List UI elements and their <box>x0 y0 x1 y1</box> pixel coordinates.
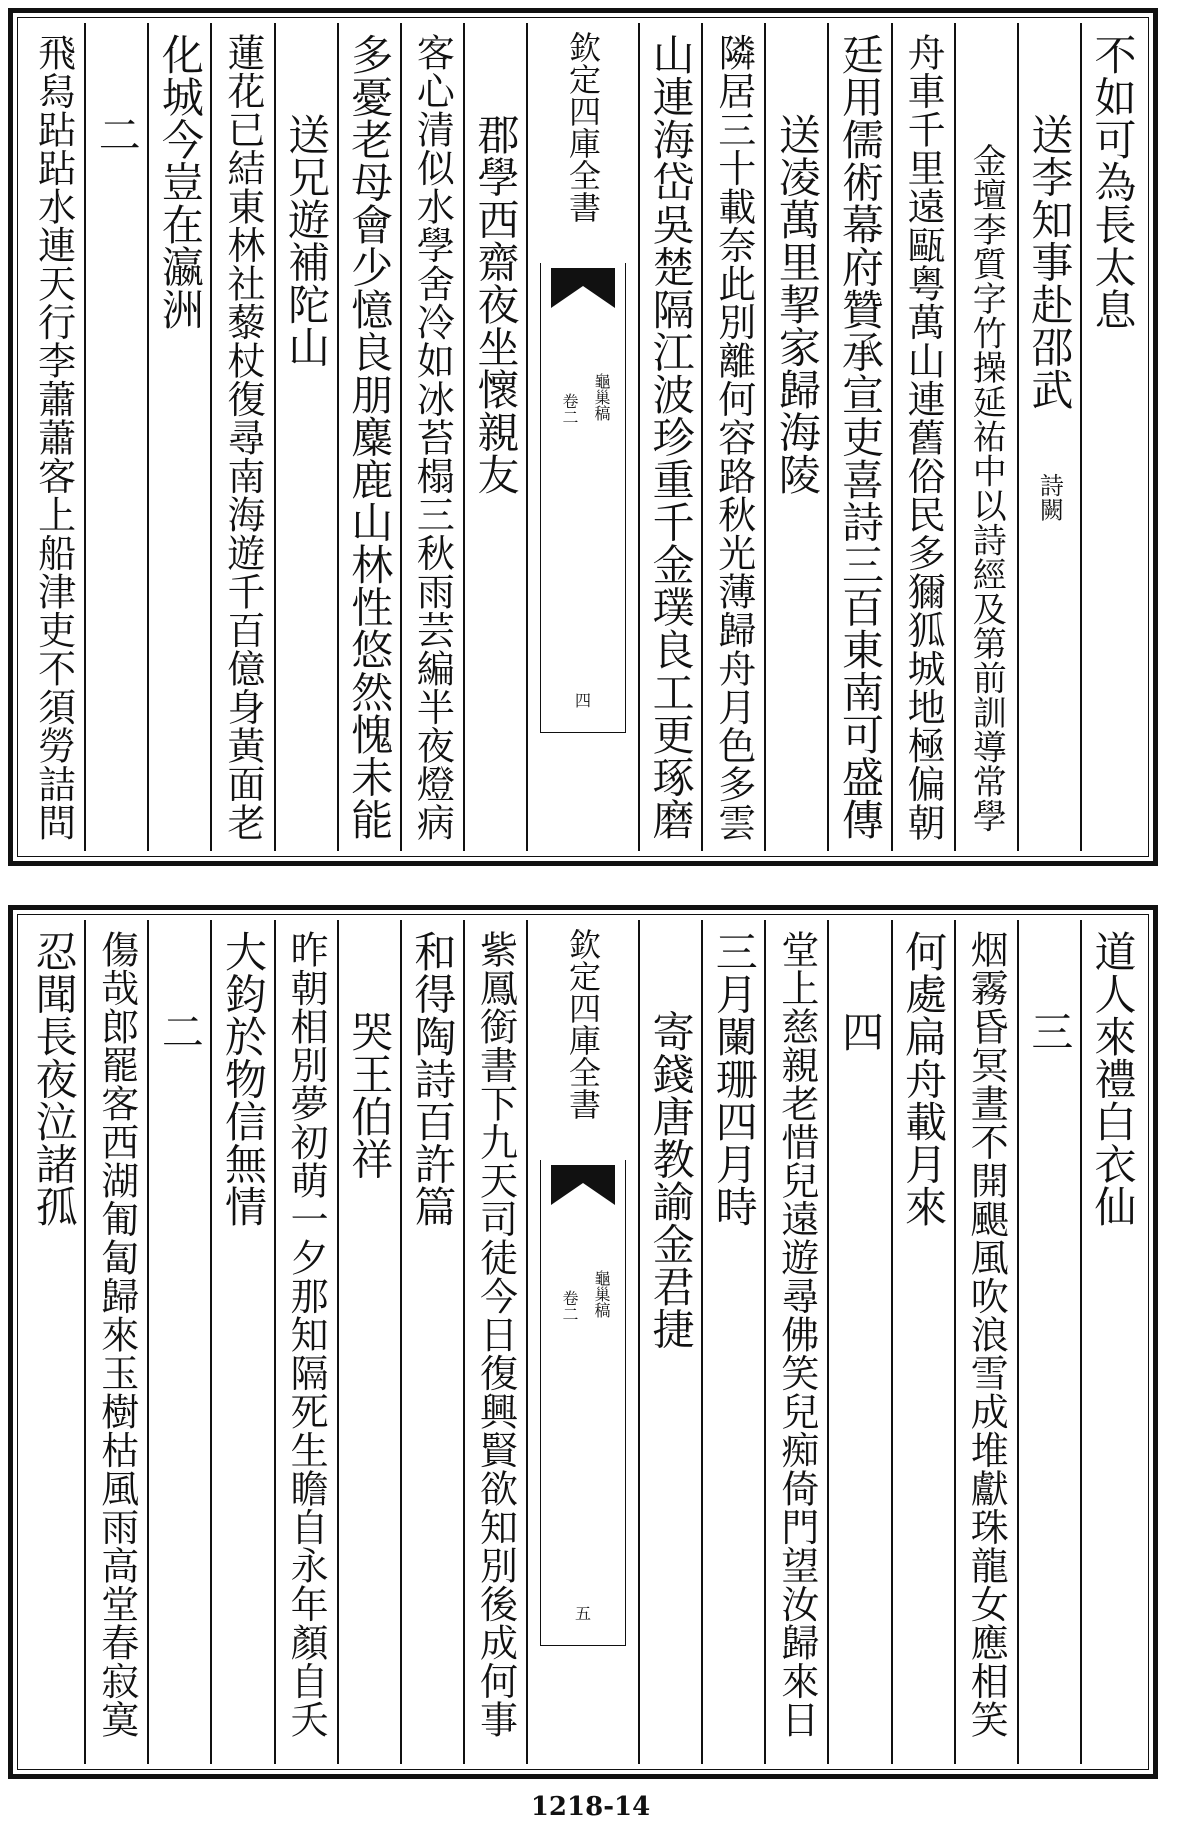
book-title: 欽定四庫全書 <box>564 31 602 223</box>
column-text: 多憂老母會少憶良朋麋鹿山林性悠然愧未能 <box>345 33 395 841</box>
column-text: 哭王伯祥 <box>345 1010 395 1180</box>
text-column <box>212 23 275 851</box>
text-column <box>956 920 1019 1764</box>
column-text: 廷用儒術幕府贊承宣吏喜詩三百東南可盛傳 <box>835 33 885 841</box>
column-text: 何處扁舟載月來 <box>899 930 949 1228</box>
text-column <box>149 23 212 851</box>
column-text: 蓮花已結東林社藜杖復尋南海遊千百億身黃面老 <box>220 33 265 842</box>
center-fold-column <box>528 920 640 1764</box>
text-column <box>893 920 956 1764</box>
text-column <box>703 920 766 1764</box>
column-text: 送李知事赴邵武 <box>1025 113 1075 411</box>
volume-label: 卷二 <box>560 1290 579 1322</box>
column-text: 紫鳳銜書下九天司徒今日復興賢欲知別後成何事 <box>473 930 518 1739</box>
text-column <box>465 920 528 1764</box>
bottom-page <box>8 905 1158 1779</box>
fold-bottom-line <box>540 732 626 733</box>
text-column <box>23 23 86 851</box>
text-column <box>1082 23 1143 851</box>
column-text: 郡學西齋夜坐懷親友 <box>471 113 521 496</box>
book-title: 欽定四庫全書 <box>564 928 602 1120</box>
text-column <box>1082 920 1143 1764</box>
column-text: 舟車千里遠甌粤萬山連舊俗民多獮狐城地極偏朝 <box>901 33 946 842</box>
column-text: 不如可為長太息 <box>1088 33 1138 331</box>
text-column <box>86 23 149 851</box>
text-column <box>766 23 829 851</box>
column-text: 大鈞於物信無情 <box>218 930 268 1228</box>
text-column <box>23 920 86 1764</box>
column-text: 飛舄跕跕水連天行李蕭蕭客上船津吏不須勞詰問 <box>31 33 76 842</box>
leaf-number: 四 <box>574 691 592 710</box>
page-number: 1218-14 <box>530 1792 651 1822</box>
fold-lines <box>540 263 626 733</box>
text-column <box>149 920 212 1764</box>
column-text: 隣居三十載奈此別離何容路秋光薄歸舟月色多雲 <box>711 33 756 842</box>
column-text: 堂上慈親老惜兒遠遊尋佛笑兒痴倚門望汝歸來日 <box>774 930 819 1739</box>
text-column <box>766 920 829 1764</box>
text-column <box>402 920 465 1764</box>
book-subtitle: 龜巢稿 <box>592 373 611 421</box>
column-text: 寄錢唐教諭金君捷 <box>646 1010 696 1350</box>
fold-lines <box>540 1160 626 1646</box>
center-fold-column <box>528 23 640 851</box>
book-subtitle: 龜巢稿 <box>592 1270 611 1318</box>
column-text: 和得陶詩百許篇 <box>408 930 458 1228</box>
column-text: 送兄遊補陀山 <box>282 113 332 368</box>
text-column <box>956 23 1019 851</box>
column-text: 道人來禮白衣仙 <box>1088 930 1138 1228</box>
column-text: 忍聞長夜泣諸孤 <box>29 930 79 1228</box>
column-text: 三 <box>1025 1010 1075 1053</box>
text-column <box>1019 920 1082 1764</box>
text-column <box>640 23 703 851</box>
text-column <box>339 23 402 851</box>
column-text: 烟霧昏冥晝不開颶風吹浪雪成堆獻珠龍女應相笑 <box>964 930 1009 1739</box>
text-column <box>703 23 766 851</box>
column-text: 山連海岱吳楚隔江波珍重千金璞良工更琢磨 <box>646 33 696 841</box>
text-column <box>339 920 402 1764</box>
text-column <box>212 920 275 1764</box>
column-text: 化城今豈在瀛洲 <box>155 33 205 331</box>
text-column <box>640 920 703 1764</box>
column-text: 四 <box>835 1010 885 1053</box>
bottom-columns <box>23 920 1143 1764</box>
column-text: 昨朝相別夢初萌一夕那知隔死生瞻自永年顏自夭 <box>284 930 329 1739</box>
text-column <box>465 23 528 851</box>
leaf-number: 五 <box>574 1604 592 1623</box>
column-note: 詩闕 <box>1035 473 1064 522</box>
text-column <box>276 920 339 1764</box>
text-column <box>829 23 892 851</box>
column-text: 三月闌珊四月時 <box>709 930 759 1228</box>
top-columns <box>23 23 1143 851</box>
column-text: 二 <box>92 113 142 156</box>
text-column <box>276 23 339 851</box>
top-page <box>8 8 1158 866</box>
volume-label: 卷二 <box>560 393 579 425</box>
text-column <box>893 23 956 851</box>
column-text: 金壇李質字竹操延祐中以詩經及第前訓導常學 <box>966 143 1007 833</box>
text-column <box>402 23 465 851</box>
text-column <box>1019 23 1082 851</box>
column-text: 送凌萬里挈家歸海陵 <box>772 113 822 496</box>
column-text: 二 <box>155 1010 205 1053</box>
text-column <box>86 920 149 1764</box>
fold-bottom-line <box>540 1645 626 1646</box>
column-text: 傷哉郎罷客西湖匍匐歸來玉樹枯風雨高堂春寂寞 <box>94 930 139 1739</box>
text-column <box>829 920 892 1764</box>
column-text: 客心清似水學舍冷如冰苔榻三秋雨芸編半夜燈病 <box>410 33 455 842</box>
